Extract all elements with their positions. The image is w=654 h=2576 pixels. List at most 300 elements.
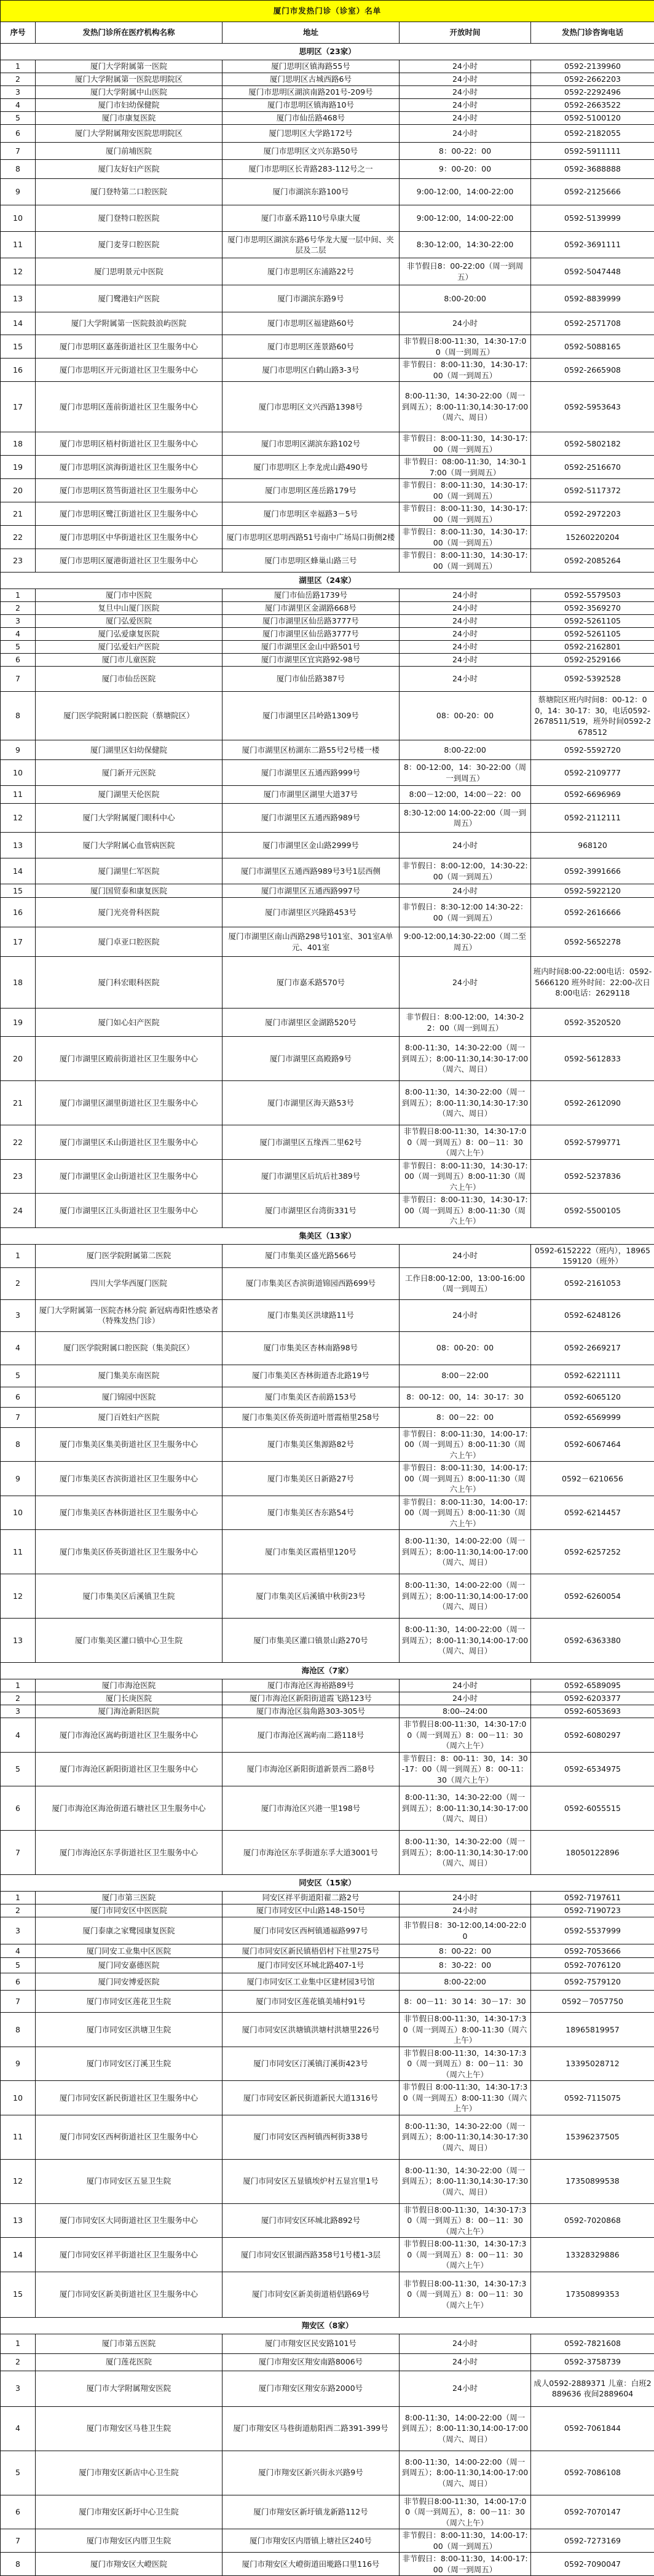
district-heading: 湖里区（24家） xyxy=(1,573,654,589)
seq-cell: 1 xyxy=(1,2334,36,2353)
seq-cell: 9 xyxy=(1,2047,36,2081)
address-cell: 厦门市嘉禾路570号 xyxy=(223,957,400,1009)
seq-cell: 3 xyxy=(1,1299,36,1331)
address-cell: 厦门市同安区环城北路407-1号 xyxy=(223,1958,400,1973)
address-cell: 厦门市湖里区五通西路997号 xyxy=(223,884,400,898)
address-cell: 厦门市思明区幸福路3－5号 xyxy=(223,502,400,526)
opening-hours-cell: 8:00-11:30，14:30-22:00（周一到周五）；8:00-11:30,14:30-17:30（周六、周日） xyxy=(400,1081,531,1125)
phone-cell: 成人0592-2889371 儿童：白班2889636 夜间2889604 xyxy=(531,2371,654,2406)
table-row xyxy=(1,205,654,232)
table-row xyxy=(1,740,654,760)
seq-cell: 13 xyxy=(1,1619,36,1663)
institution-name-cell: 厦门市海沧医院 xyxy=(36,1679,223,1692)
phone-cell: 0592-7086108 xyxy=(531,2451,654,2495)
table-row xyxy=(1,2115,654,2159)
seq-cell: 5 xyxy=(1,112,36,125)
phone-cell: 0592-5047448 xyxy=(531,258,654,285)
table-row xyxy=(1,1244,654,1267)
table-row xyxy=(1,1267,654,1299)
table-row xyxy=(1,1125,654,1160)
institution-name-cell: 厦门市翔安区新圩中心卫生院 xyxy=(36,2495,223,2529)
seq-cell: 14 xyxy=(1,312,36,335)
phone-cell: 0592-6260054 xyxy=(531,1574,654,1619)
phone-cell: 0592-5117372 xyxy=(531,479,654,502)
table-row xyxy=(1,1365,654,1387)
seq-cell: 12 xyxy=(1,258,36,285)
address-cell: 厦门市集美区霞梧里120号 xyxy=(223,1530,400,1574)
table-row xyxy=(1,1331,654,1365)
institution-name-cell: 厦门泰康之家鹭园康复医院 xyxy=(36,1917,223,1944)
opening-hours-cell: 非节假日：8：00-11：30，14：30-17：00（周一到周五）8：00-11：30（周六上午） xyxy=(400,1752,531,1786)
table-row xyxy=(1,2203,654,2238)
institution-name-cell: 厦门市同安区中医医院 xyxy=(36,1904,223,1917)
phone-cell: 0592-3691111 xyxy=(531,232,654,258)
opening-hours-cell: 8:00-11:30，14:00-22:00（周一到周五）；8:00-11:30,14:00-17:00（周六、周日） xyxy=(400,1574,531,1619)
institution-name-cell: 厦门市思明区鹭江街道社区卫生服务中心 xyxy=(36,502,223,526)
opening-hours-cell: 8:00-11:30，14:00-22:00（周一到周五）；8:00-11:30,14:00-17:00（周六、周日） xyxy=(400,1530,531,1574)
table-row xyxy=(1,1944,654,1958)
phone-cell: 15396237505 xyxy=(531,2115,654,2159)
institution-name-cell: 厦门医学院附属口腔医院（蔡塘院区） xyxy=(36,692,223,740)
header-phone: 发热门诊咨询电话 xyxy=(531,22,654,44)
phone-cell: 0592-3758739 xyxy=(531,2353,654,2371)
table-row xyxy=(1,285,654,312)
institution-name-cell: 厦门长庚医院 xyxy=(36,1692,223,1705)
phone-cell: 0592-2162801 xyxy=(531,641,654,654)
table-row xyxy=(1,2529,654,2553)
table-row xyxy=(1,884,654,898)
phone-cell: 0592-5261105 xyxy=(531,628,654,641)
phone-cell: 0592-7579120 xyxy=(531,1973,654,1991)
seq-cell: 4 xyxy=(1,99,36,112)
institution-name-cell: 厦门同安博爱医院 xyxy=(36,1973,223,1991)
opening-hours-cell: 08：00-20：00 xyxy=(400,1331,531,1365)
opening-hours-cell: 非节假日：8:00-12:00，14:30-22：00（周一到周五） xyxy=(400,1009,531,1037)
address-cell: 厦门市翔安区新兴街永兴路9号 xyxy=(223,2451,400,2495)
address-cell: 厦门市思明区福建路60号 xyxy=(223,312,400,335)
seq-cell: 2 xyxy=(1,1904,36,1917)
opening-hours-cell: 24小时 xyxy=(400,99,531,112)
table-row xyxy=(1,2371,654,2406)
table-row xyxy=(1,589,654,602)
institution-name-cell: 厦门市同安区汀溪卫生院 xyxy=(36,2047,223,2081)
address-cell: 厦门市湖滨东路100号 xyxy=(223,179,400,205)
table-row xyxy=(1,667,654,692)
opening-hours-cell: 非节假日8:00-11:30，14:30-17:30（周一到周五）8：00－11：30（周六上午） xyxy=(400,2203,531,2238)
section-header-row xyxy=(1,1663,654,1679)
institution-name-cell: 厦门市儿童医院 xyxy=(36,654,223,667)
institution-name-cell: 厦门市同安区新民街道社区卫生服务中心 xyxy=(36,2081,223,2115)
address-cell: 厦门市湖里区五通西路989号3号1层西侧 xyxy=(223,858,400,884)
seq-cell: 12 xyxy=(1,2159,36,2203)
opening-hours-cell: 24小时 xyxy=(400,312,531,335)
opening-hours-cell: 24小时 xyxy=(400,1244,531,1267)
seq-cell: 15 xyxy=(1,335,36,359)
opening-hours-cell: 非节假日：8:00-11:30，14:00-17:00（周一到周五）8:00-11:30（周六上午） xyxy=(400,1496,531,1530)
phone-cell: 0592-3688888 xyxy=(531,160,654,179)
seq-cell: 21 xyxy=(1,1081,36,1125)
table-row xyxy=(1,2334,654,2353)
seq-cell: 5 xyxy=(1,1958,36,1973)
table-row xyxy=(1,1892,654,1904)
seq-cell: 6 xyxy=(1,654,36,667)
opening-hours-cell: 24小时 xyxy=(400,2334,531,2353)
table-row xyxy=(1,1958,654,1973)
institution-name-cell: 厦门新开元医院 xyxy=(36,760,223,786)
institution-name-cell: 厦门同安嘉德医院 xyxy=(36,1958,223,1973)
seq-cell: 10 xyxy=(1,760,36,786)
institution-name-cell: 厦门鹭港妇产医院 xyxy=(36,285,223,312)
seq-cell: 1 xyxy=(1,1244,36,1267)
institution-name-cell: 厦门弘爱康复医院 xyxy=(36,628,223,641)
address-cell: 厦门市湖里区枋湖东二路55号2号楼一楼 xyxy=(223,740,400,760)
seq-cell: 19 xyxy=(1,456,36,479)
seq-cell: 18 xyxy=(1,432,36,456)
seq-cell: 11 xyxy=(1,2115,36,2159)
table-body xyxy=(1,44,654,2576)
institution-name-cell: 厦门集美东南医院 xyxy=(36,1365,223,1387)
opening-hours-cell: 24小时 xyxy=(400,667,531,692)
seq-cell: 2 xyxy=(1,1692,36,1705)
phone-cell: 0592-6589095 xyxy=(531,1679,654,1692)
phone-cell: 0592-5100120 xyxy=(531,112,654,125)
opening-hours-cell: 非节假日8：30-12:00,14:00-22:00 xyxy=(400,1917,531,1944)
phone-cell: 0592-2516670 xyxy=(531,456,654,479)
institution-name-cell: 厦门市同安区大同街道社区卫生服务中心 xyxy=(36,2203,223,2238)
institution-name-cell: 厦门弘爱医院 xyxy=(36,615,223,628)
phone-cell: 0592-6065120 xyxy=(531,1387,654,1407)
seq-cell: 10 xyxy=(1,205,36,232)
seq-cell: 23 xyxy=(1,549,36,573)
phone-cell: 0592-2665908 xyxy=(531,359,654,382)
district-heading: 翔安区（8家） xyxy=(1,2317,654,2334)
institution-name-cell: 厦门百姓妇产医院 xyxy=(36,1407,223,1427)
address-cell: 厦门市集美区集源路82号 xyxy=(223,1427,400,1462)
address-cell: 厦门市湖里区吕岭路1309号 xyxy=(223,692,400,740)
opening-hours-cell: 8:00－22:00 xyxy=(400,1365,531,1387)
opening-hours-cell: 9：00-20：00 xyxy=(400,160,531,179)
opening-hours-cell: 24小时 xyxy=(400,73,531,86)
institution-name-cell: 厦门医学院附属口腔医院（集美院区） xyxy=(36,1331,223,1365)
table-row xyxy=(1,2047,654,2081)
phone-cell: 0592-7061844 xyxy=(531,2406,654,2451)
opening-hours-cell: 非节假日：8:00-11:30，14:30-17:00（周一到周五）8:00-11:30（周六上午） xyxy=(400,1159,531,1194)
seq-cell: 3 xyxy=(1,615,36,628)
address-cell: 厦门市思明区东浦路22号 xyxy=(223,258,400,285)
section-header-row xyxy=(1,1227,654,1244)
table-row xyxy=(1,1973,654,1991)
phone-cell: 0592-2669217 xyxy=(531,1331,654,1365)
institution-name-cell: 厦门市大学附属翔安医院 xyxy=(36,2371,223,2406)
address-cell: 厦门市同安区洪塘镇洪塘村洪塘里226号 xyxy=(223,2013,400,2047)
opening-hours-cell: 24小时 xyxy=(400,589,531,602)
institution-name-cell: 厦门市湖里区殿前街道社区卫生服务中心 xyxy=(36,1037,223,1081)
opening-hours-cell: 8：00－11：30 14：30－17：30 xyxy=(400,1991,531,2013)
phone-cell: 0592-3991666 xyxy=(531,858,654,884)
address-cell: 厦门思明区古城西路6号 xyxy=(223,73,400,86)
table-row xyxy=(1,143,654,160)
phone-cell: 0592-5922120 xyxy=(531,884,654,898)
title-row xyxy=(1,1,654,22)
phone-cell: 0592-2182055 xyxy=(531,125,654,143)
table-row xyxy=(1,232,654,258)
table-row xyxy=(1,1679,654,1692)
seq-cell: 17 xyxy=(1,927,36,957)
opening-hours-cell: 24小时 xyxy=(400,884,531,898)
phone-cell: 0592-2972203 xyxy=(531,502,654,526)
phone-cell: 0592-5592720 xyxy=(531,740,654,760)
phone-cell: 0592-7190723 xyxy=(531,1904,654,1917)
opening-hours-cell: 工作日8:00-12:00，13:00-16:00（周一到周五） xyxy=(400,1267,531,1299)
institution-name-cell: 厦门国贸泰和康复医院 xyxy=(36,884,223,898)
table-row xyxy=(1,1904,654,1917)
district-heading: 集美区（13家） xyxy=(1,1227,654,1244)
institution-name-cell: 厦门市海沧区海沧街道石塘社区卫生服务中心 xyxy=(36,1786,223,1831)
institution-name-cell: 厦门市湖里区禾山街道社区卫生服务中心 xyxy=(36,1125,223,1160)
institution-name-cell: 厦门市思明区嘉莲街道社区卫生服务中心 xyxy=(36,335,223,359)
institution-name-cell: 厦门大学附属心血管病医院 xyxy=(36,833,223,858)
table-row xyxy=(1,602,654,615)
seq-cell: 5 xyxy=(1,2451,36,2495)
institution-name-cell: 厦门医学院附属第二医院 xyxy=(36,1244,223,1267)
opening-hours-cell: 非节假日：8:00-11:30，14:00-17:00（周一到周五） xyxy=(400,2553,531,2576)
institution-name-cell: 厦门湖里区妇幼保健院 xyxy=(36,740,223,760)
table-row xyxy=(1,112,654,125)
table-row xyxy=(1,1496,654,1530)
opening-hours-cell: 08：00-20：00 xyxy=(400,692,531,740)
opening-hours-cell: 9:00-12:00，14:00-22:00 xyxy=(400,205,531,232)
opening-hours-cell: 24小时 xyxy=(400,1679,531,1692)
phone-cell: 0592-2663522 xyxy=(531,99,654,112)
institution-name-cell: 厦门市湖里区湖里街道社区卫生服务中心 xyxy=(36,1081,223,1125)
address-cell: 厦门市翔安区新圩镇龙新路112号 xyxy=(223,2495,400,2529)
institution-name-cell: 厦门市翔安区内厝卫生院 xyxy=(36,2529,223,2553)
seq-cell: 8 xyxy=(1,2013,36,2047)
opening-hours-cell: 8:00-11:30，14:30-22:00（周一到周五）；8:00-11:30,14:30-17:00（周六、周日） xyxy=(400,1831,531,1875)
opening-hours-cell: 24小时 xyxy=(400,125,531,143)
address-cell: 厦门市翔安区内厝镇上塘社区240号 xyxy=(223,2529,400,2553)
table-row xyxy=(1,479,654,502)
institution-name-cell: 厦门友好妇产医院 xyxy=(36,160,223,179)
opening-hours-cell: 非节假日 8:00-11:30，14:30-17:30（周一到周五）8:00-11:30（周六上午） xyxy=(400,2081,531,2115)
phone-cell: 0592-5652278 xyxy=(531,927,654,957)
institution-name-cell: 厦门市同安区洪塘卫生院 xyxy=(36,2013,223,2047)
table-row xyxy=(1,160,654,179)
header-row xyxy=(1,22,654,44)
table-row xyxy=(1,1299,654,1331)
seq-cell: 2 xyxy=(1,2353,36,2371)
opening-hours-cell: 8：00-12：00，14：30-17：30 xyxy=(400,1387,531,1407)
address-cell: 厦门市同安区西柯镇通福路997号 xyxy=(223,1917,400,1944)
address-cell: 厦门市湖滨东路9号 xyxy=(223,285,400,312)
phone-cell: 0592-5261105 xyxy=(531,615,654,628)
address-cell: 厦门市湖里区五通西路989号 xyxy=(223,804,400,833)
institution-name-cell: 厦门同安工业集中区医院 xyxy=(36,1944,223,1958)
table-row xyxy=(1,2238,654,2272)
phone-cell: 0592-6569999 xyxy=(531,1407,654,1427)
institution-name-cell: 厦门市同安区新美街道社区卫生服务中心 xyxy=(36,2272,223,2317)
phone-cell: 0592-5612833 xyxy=(531,1037,654,1081)
seq-cell: 6 xyxy=(1,1387,36,1407)
institution-name-cell: 厦门市同安区祥平街道社区卫生服务中心 xyxy=(36,2238,223,2272)
seq-cell: 19 xyxy=(1,1009,36,1037)
phone-cell: 0592-6152222（班内），18965159120（班外） xyxy=(531,1244,654,1267)
table-row xyxy=(1,1407,654,1427)
phone-cell: 0592-5802182 xyxy=(531,432,654,456)
institution-name-cell: 厦门市思明区滨海街道社区卫生服务中心 xyxy=(36,456,223,479)
address-cell: 厦门市思明区湖滨南路201号-209号 xyxy=(223,86,400,99)
address-cell: 厦门市思明区莲岳路179号 xyxy=(223,479,400,502)
table-row xyxy=(1,86,654,99)
table-row xyxy=(1,312,654,335)
table-row xyxy=(1,1387,654,1407)
phone-cell: 0592-2109777 xyxy=(531,760,654,786)
phone-cell: 0592-2161053 xyxy=(531,1267,654,1299)
table-row xyxy=(1,2553,654,2576)
seq-cell: 11 xyxy=(1,232,36,258)
institution-name-cell: 厦门锦园中医院 xyxy=(36,1387,223,1407)
institution-name-cell: 厦门市思明区厦港街道社区卫生服务中心 xyxy=(36,549,223,573)
address-cell: 厦门市集美区杏林街道杏北路19号 xyxy=(223,1365,400,1387)
seq-cell: 7 xyxy=(1,1831,36,1875)
phone-cell: 0592-7273169 xyxy=(531,2529,654,2553)
table-row xyxy=(1,786,654,804)
opening-hours-cell: 非节假日8:00-11:30，14:30-17:00（周一到周五）8：00－11：30（周六上午） xyxy=(400,1718,531,1753)
table-row xyxy=(1,1786,654,1831)
seq-cell: 3 xyxy=(1,86,36,99)
institution-name-cell: 厦门弘爱妇产医院 xyxy=(36,641,223,654)
institution-name-cell: 厦门市翔安区新店中心卫生院 xyxy=(36,2451,223,2495)
table-row xyxy=(1,804,654,833)
opening-hours-cell: 非节假日：8:30-12:00 14:30-22：00（周一到周五） xyxy=(400,898,531,927)
address-cell: 厦门市湖里区湖里大道37号 xyxy=(223,786,400,804)
table-row xyxy=(1,927,654,957)
address-cell: 厦门市湖里区金湖路668号 xyxy=(223,602,400,615)
opening-hours-cell: 8:00--24:00 xyxy=(400,1705,531,1718)
opening-hours-cell: 24小时 xyxy=(400,641,531,654)
table-row xyxy=(1,1574,654,1619)
district-heading: 同安区（15家） xyxy=(1,1875,654,1892)
institution-name-cell: 厦门市集美区后溪镇卫生院 xyxy=(36,1574,223,1619)
seq-cell: 1 xyxy=(1,1892,36,1904)
table-row xyxy=(1,2495,654,2529)
seq-cell: 14 xyxy=(1,2238,36,2272)
institution-name-cell: 厦门如心妇产医院 xyxy=(36,1009,223,1037)
institution-name-cell: 厦门大学附属翔安医院思明院区 xyxy=(36,125,223,143)
address-cell: 厦门市同安区新民街道新民大道1316号 xyxy=(223,2081,400,2115)
seq-cell: 12 xyxy=(1,1574,36,1619)
phone-cell: 0592-7053666 xyxy=(531,1944,654,1958)
phone-cell: 0592-5799771 xyxy=(531,1125,654,1160)
table-row xyxy=(1,2272,654,2317)
phone-cell: 0592-2612090 xyxy=(531,1081,654,1125)
address-cell: 厦门思明区镇海路55号 xyxy=(223,60,400,73)
table-row xyxy=(1,2081,654,2115)
table-row xyxy=(1,526,654,549)
opening-hours-cell: 非节假日：8:00-11:30，14:30-17:00（周一到周五） xyxy=(400,479,531,502)
opening-hours-cell: 24小时 xyxy=(400,2353,531,2371)
seq-cell: 8 xyxy=(1,160,36,179)
table-row xyxy=(1,1427,654,1462)
address-cell: 厦门市同安区西柯镇西柯街338号 xyxy=(223,2115,400,2159)
opening-hours-cell: 8：00－22：00 xyxy=(400,1407,531,1427)
district-heading: 思明区（23家） xyxy=(1,44,654,60)
seq-cell: 3 xyxy=(1,1705,36,1718)
address-cell: 厦门市思明区湖滨东路6号华龙大厦一层中间、夹层及二层 xyxy=(223,232,400,258)
address-cell: 厦门市湖里区金山中路501号 xyxy=(223,641,400,654)
institution-name-cell: 厦门市同安区莲花卫生院 xyxy=(36,1991,223,2013)
address-cell: 厦门市集美区杏东路54号 xyxy=(223,1496,400,1530)
address-cell: 厦门市同安区莲花镇美埔村91号 xyxy=(223,1991,400,2013)
phone-cell: 0592－6210656 xyxy=(531,1462,654,1496)
address-cell: 厦门市翔安区翔安南路8006号 xyxy=(223,2353,400,2371)
table-row xyxy=(1,1530,654,1574)
opening-hours-cell: 非节假日8:00-11:30，14:30-17:30（周一到周五）8:00-11:30（周六上午） xyxy=(400,2013,531,2047)
institution-name-cell: 厦门市第三医院 xyxy=(36,1892,223,1904)
address-cell: 厦门市湖里区五通西路999号 xyxy=(223,760,400,786)
table-row xyxy=(1,1692,654,1705)
address-cell: 厦门市湖里区后坑后社389号 xyxy=(223,1159,400,1194)
address-cell: 厦门市湖里区仙岳路3777号 xyxy=(223,628,400,641)
section-header-row xyxy=(1,1875,654,1892)
institution-name-cell: 厦门市同安区五显卫生院 xyxy=(36,2159,223,2203)
seq-cell: 6 xyxy=(1,125,36,143)
address-cell: 厦门市同安区工业集中区建材园3号馆 xyxy=(223,1973,400,1991)
district-heading: 海沧区（7家） xyxy=(1,1663,654,1679)
phone-cell: 0592-5392528 xyxy=(531,667,654,692)
phone-cell: 0592-7821608 xyxy=(531,2334,654,2353)
table-row xyxy=(1,1159,654,1194)
opening-hours-cell: 8:00-11:30，14:00-22:00（周一到周五）；8:00-11:30,14:00-17:00（周六、周日） xyxy=(400,2451,531,2495)
phone-cell: 0592-8839999 xyxy=(531,285,654,312)
opening-hours-cell: 8:30-12:00，14:30-22:00 xyxy=(400,232,531,258)
institution-name-cell: 厦门市中医院 xyxy=(36,589,223,602)
seq-cell: 23 xyxy=(1,1159,36,1194)
institution-name-cell: 厦门大学附属第一医院思明院区 xyxy=(36,73,223,86)
seq-cell: 8 xyxy=(1,692,36,740)
phone-cell: 13395028712 xyxy=(531,2047,654,2081)
table-row xyxy=(1,692,654,740)
seq-cell: 21 xyxy=(1,502,36,526)
address-cell: 厦门市思明区湖滨东路102号 xyxy=(223,432,400,456)
phone-cell: 17350899538 xyxy=(531,2159,654,2203)
institution-name-cell: 厦门市思明区筼筜街道社区卫生服务中心 xyxy=(36,479,223,502)
address-cell: 厦门市思明区镇海路10号 xyxy=(223,99,400,112)
opening-hours-cell: 非节假日8:00-11:30，14:30-17:00（周一到周五）8：00－11：30（周六上午） xyxy=(400,1125,531,1160)
address-cell: 厦门市海沧区东孚街道东孚大道3001号 xyxy=(223,1831,400,1875)
table-row xyxy=(1,432,654,456)
phone-cell: 0592-6203377 xyxy=(531,1692,654,1705)
institution-name-cell: 厦门市湖里区江头街道社区卫生服务中心 xyxy=(36,1194,223,1228)
opening-hours-cell: 8:00-11:30，14:30-22:00（周一到周五）；8:00-11:30,14:30-17:30（周六、周日） xyxy=(400,2115,531,2159)
table-row xyxy=(1,335,654,359)
address-cell: 厦门市海沧区翁角路303-305号 xyxy=(223,1705,400,1718)
table-row xyxy=(1,1831,654,1875)
opening-hours-cell: 非节假日：08:00-11:30，14:30-17:00（周一到周五） xyxy=(400,456,531,479)
opening-hours-cell: 非节假日：8:00-11:30，14:30-17:00（周一到周五） xyxy=(400,549,531,573)
address-cell: 厦门思明区大学路172号 xyxy=(223,125,400,143)
phone-cell: 0592-7115075 xyxy=(531,2081,654,2115)
address-cell: 厦门市集美区侨英街道叶厝霞梧里258号 xyxy=(223,1407,400,1427)
seq-cell: 5 xyxy=(1,641,36,654)
institution-name-cell: 厦门市思明区中华街道社区卫生服务中心 xyxy=(36,526,223,549)
table-row xyxy=(1,1705,654,1718)
institution-name-cell: 厦门湖里天伦医院 xyxy=(36,786,223,804)
table-row xyxy=(1,60,654,73)
address-cell: 厦门市海沧区新阳街道新景西二路8号 xyxy=(223,1752,400,1786)
institution-name-cell: 厦门市海沧区新阳街道社区卫生服务中心 xyxy=(36,1752,223,1786)
seq-cell: 11 xyxy=(1,786,36,804)
